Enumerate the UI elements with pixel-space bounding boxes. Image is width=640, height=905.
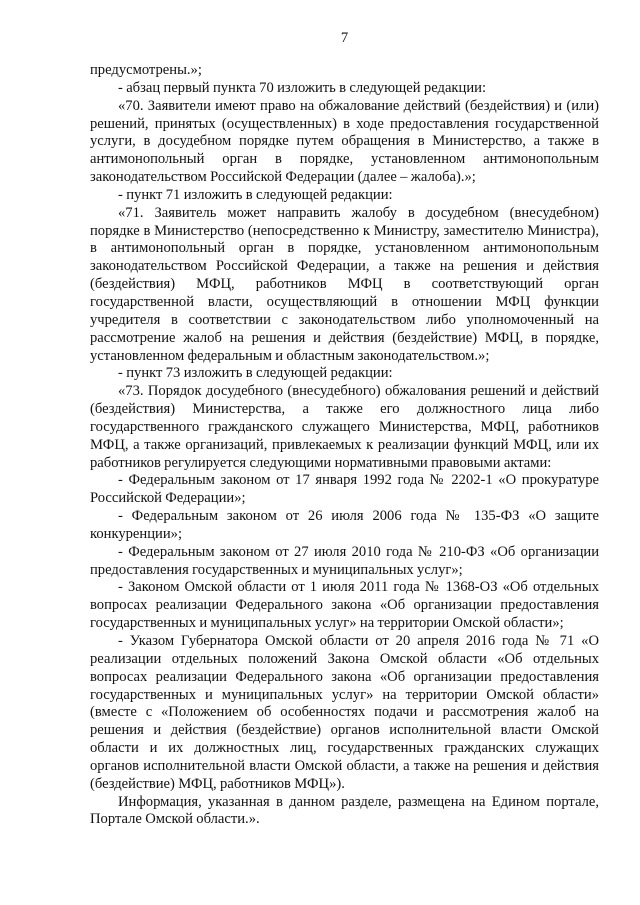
paragraph-item-73-text: «73. Порядок досудебного (внесудебного) обжалования решений и действий (бездействия) Министерства, а также его должностного лица либо государственного гражданского служащего Министерства, МФЦ, работников МФЦ, а также организаций, привлекаемых к реализации функций МФЦ, или их работников регулируется следующими нормативными правовыми актами:: [90, 383, 599, 471]
paragraph-item-73-heading: - пункт 73 изложить в следующей редакции:: [118, 365, 393, 382]
list-item-law-omsk-region: - Законом Омской области от 1 июля 2011 года № 1368-ОЗ «Об отдельных вопросах реализации Федерального закона «Об организации предоставления государственных и муниципальных услуг» на территории Омской области»;: [90, 579, 599, 632]
list-item-law-prosecution: - Федеральным законом от 17 января 1992 года № 2202-1 «О прокуратуре Российской Федерации»;: [90, 472, 599, 507]
paragraph-item-71-text: «71. Заявитель может направить жалобу в досудебном (внесудебном) порядке в Министерство (непосредственно к Министру, заместителю Министра), в антимонопольный орган в порядке, установленном антимонопольным законодательством Российской Федерации, а также на решения и действия (бездействия) МФЦ, работников МФЦ в соответствующий орган государственной власти, осуществляющий в отношении МФЦ функции учредителя в соответствии с законодательством либо уполномоченный на рассмотрение жалоб на решения и действия (бездействие) МФЦ, в порядке, установленном федеральным и областным законодательством.»;: [90, 204, 599, 364]
paragraph-item-70-heading: - абзац первый пункта 70 изложить в следующей редакции:: [118, 79, 486, 96]
list-item-governor-decree: - Указом Губернатора Омской области от 20 апреля 2016 года № 71 «О реализации отдельных положений Закона Омской области «Об отдельных вопросах реализации Федерального закона «Об организации предоставления государственных и муниципальных услуг» на территории Омской области» (вместе с «Положением об особенностях подачи и рассмотрения жалоб на решения и действия (бездействие) органов исполнительной власти Омской области и их должностных лиц, государственных гражданских служащих органов исполнительной власти Омской области, а также на решения и действия (бездействие) МФЦ, работников МФЦ»).: [90, 633, 599, 792]
paragraph-item-71-heading: - пункт 71 изложить в следующей редакции:: [118, 186, 393, 203]
list-item-law-competition: - Федеральным законом от 26 июля 2006 года № 135-ФЗ «О защите конкуренции»;: [90, 508, 599, 542]
paragraph-continuation: предусмотрены.»;: [90, 62, 202, 78]
page-number: 7: [340, 30, 349, 46]
paragraph-item-70-text: «70. Заявители имеют право на обжалование действий (бездействия) и (или) решений, принятых (осуществленных) в ходе предоставления государственной услуги, в досудебном порядке путем обращения в Министерство, а также в антимонопольный орган в порядке, установленном антимонопольным законодательством Российской Федерации (далее – жалоба).»;: [90, 97, 599, 186]
list-item-law-services: - Федеральным законом от 27 июля 2010 года № 210-ФЗ «Об организации предоставления государственных и муниципальных услуг»;: [90, 543, 599, 578]
document-page: [90, 30, 599, 829]
paragraph-information: Информация, указанная в данном разделе, размещена на Едином портале, Портале Омской области.».: [90, 793, 599, 828]
